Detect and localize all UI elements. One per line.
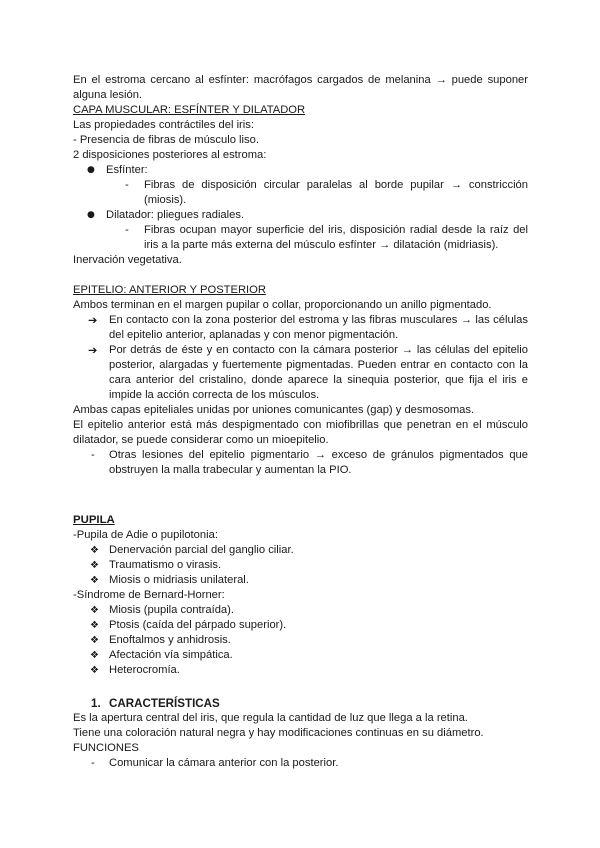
bullet-icon: ● xyxy=(87,165,95,175)
arrow-icon: ➔ xyxy=(88,344,98,357)
funciones-item-text: Comunicar la cámara anterior con la posterior. xyxy=(109,757,339,769)
capa-muscular-line-3: 2 disposiciones posteriores al estroma: xyxy=(73,149,267,161)
horner-label: -Síndrome de Bernard-Horner: xyxy=(73,589,225,601)
epitelio-heading: EPITELIO: ANTERIOR Y POSTERIOR xyxy=(73,284,266,296)
document-page xyxy=(73,73,528,771)
dilatador-detail: Fibras ocupan mayor superficie del iris, disposición radial desde la raíz del iris a la parte más externa del músculo esfínter → dilatación (midriasis). xyxy=(144,224,528,251)
arrow-icon: ➔ xyxy=(88,314,98,327)
horner-item-2 xyxy=(73,618,528,633)
diamond-icon: ❖ xyxy=(90,650,99,661)
epitelio-union: Ambas capas epiteliales unidas por uniones comunicantes (gap) y desmosomas. xyxy=(73,404,475,416)
horner-item-text: Enoftalmos y anhidrosis. xyxy=(109,634,231,646)
estroma-paragraph: En el estroma cercano al esfínter: macrófagos cargados de melanina → puede suponer alguna lesión. xyxy=(73,74,528,101)
epitelio-arrow-item-2 xyxy=(73,343,528,403)
dilatador-detail-item xyxy=(73,223,528,253)
dash-icon: - xyxy=(91,449,95,461)
dilatador-label: Dilatador: pliegues radiales. xyxy=(106,209,245,221)
capa-muscular-heading: CAPA MUSCULAR: ESFÍNTER Y DILATADOR xyxy=(73,104,306,116)
horner-item-text: Miosis (pupila contraída). xyxy=(109,604,234,616)
epitelio-intro: Ambos terminan en el margen pupilar o collar, proporcionando un anillo pigmentado. xyxy=(73,299,492,311)
diamond-icon: ❖ xyxy=(90,635,99,646)
diamond-icon: ❖ xyxy=(90,545,99,556)
horner-item-text: Heterocromía. xyxy=(109,664,180,676)
diamond-icon: ❖ xyxy=(90,605,99,616)
esfinter-detail-item xyxy=(73,178,528,208)
horner-item-4 xyxy=(73,648,528,663)
diamond-icon: ❖ xyxy=(90,620,99,631)
epitelio-arrow-1: En contacto con la zona posterior del estroma y las fibras musculares → las células del epitelio anterior, aplanadas y con menor pigmentación. xyxy=(109,314,528,341)
caracteristicas-line-2: Tiene una coloración natural negra y hay modificaciones continuas en su diámetro. xyxy=(73,727,484,739)
horner-item-5 xyxy=(73,663,528,678)
epitelio-mioepitelio: El epitelio anterior está más despigmentado con miofibrillas que penetran en el músculo dilatador, se puede considerar como un mioepitelio. xyxy=(73,419,528,446)
horner-item-text: Afectación vía simpática. xyxy=(109,649,233,661)
diamond-icon: ❖ xyxy=(90,665,99,676)
epitelio-arrow-2: Por detrás de éste y en contacto con la cámara posterior → las células del epitelio posterior, alargadas y fuertemente pigmentadas. Pueden entrar en contacto con la cara anterior del cristalino, donde aparece la sinequia posterior, que fija el iris e impide la acción correcta de los músculos. xyxy=(109,344,528,401)
funciones-label: FUNCIONES xyxy=(73,742,139,754)
dash-icon: - xyxy=(91,757,95,769)
dilatador-item xyxy=(73,208,528,223)
diamond-icon: ❖ xyxy=(90,575,99,586)
esfinter-label: Esfínter: xyxy=(106,164,148,176)
caracteristicas-title: CARACTERÍSTICAS xyxy=(109,697,220,710)
capa-muscular-line-2: - Presencia de fibras de músculo liso. xyxy=(73,134,259,146)
funciones-item-1 xyxy=(73,756,528,771)
adie-item-2 xyxy=(73,558,528,573)
adie-item-text: Miosis o midriasis unilateral. xyxy=(109,574,249,586)
esfinter-item xyxy=(73,163,528,178)
dash-icon: - xyxy=(125,179,129,191)
epitelio-lesiones: Otras lesiones del epitelio pigmentario → exceso de gránulos pigmentados que obstruyen la malla trabecular y aumentan la PIO. xyxy=(109,449,528,476)
caracteristicas-heading xyxy=(73,696,528,711)
adie-item-text: Denervación parcial del ganglio ciliar. xyxy=(109,544,294,556)
caracteristicas-line-1: Es la apertura central del iris, que regula la cantidad de luz que llega a la retina. xyxy=(73,712,468,724)
adie-item-1 xyxy=(73,543,528,558)
pupila-heading: PUPILA xyxy=(73,514,115,526)
epitelio-lesiones-item xyxy=(73,448,528,478)
esfinter-detail: Fibras de disposición circular paralelas al borde pupilar → constricción (miosis). xyxy=(144,179,528,206)
horner-item-3 xyxy=(73,633,528,648)
inervacion-line: Inervación vegetativa. xyxy=(73,254,182,266)
horner-item-text: Ptosis (caída del párpado superior). xyxy=(109,619,287,631)
horner-item-1 xyxy=(73,603,528,618)
adie-item-text: Traumatismo o virasis. xyxy=(109,559,222,571)
dash-icon: - xyxy=(125,224,129,236)
bullet-icon: ● xyxy=(87,210,95,220)
adie-label: -Pupila de Adie o pupilotonia: xyxy=(73,529,218,541)
adie-item-3 xyxy=(73,573,528,588)
section-number: 1. xyxy=(91,697,101,710)
epitelio-arrow-item-1 xyxy=(73,313,528,343)
diamond-icon: ❖ xyxy=(90,560,99,571)
capa-muscular-line-1: Las propiedades contráctiles del iris: xyxy=(73,119,254,131)
